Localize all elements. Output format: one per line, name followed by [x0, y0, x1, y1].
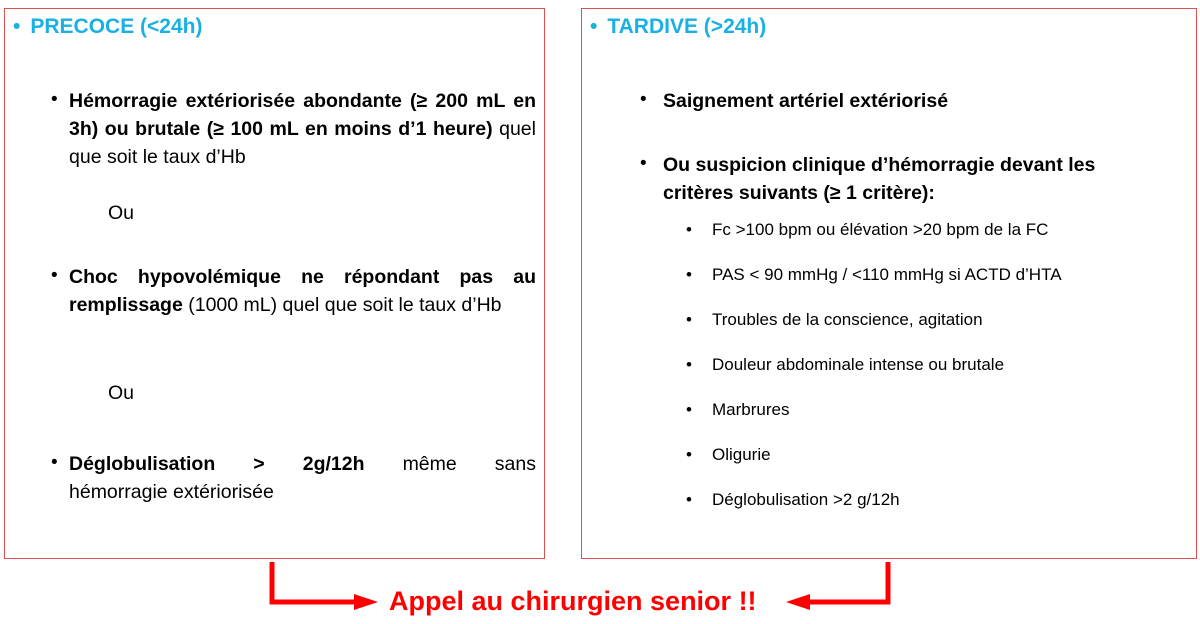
bullet-icon: •	[686, 220, 692, 239]
bullet-icon: •	[686, 445, 692, 464]
bullet-icon: •	[686, 490, 692, 509]
late-panel: • TARDIVE (>24h) • Saignement artériel extériorisé • Ou suspicion clinique d’hémorragie devant les critères suivants (≥ 1 critère): • Fc >100 bpm ou élévation >20 bpm de la FC • PAS < 90 mmHg / <110 mmHg si ACTD d’HTA • Troubles de la conscience, agitation • Douleur abdominale intense ou brutale • Marbrures • Oligurie • Déglobulisation >2 g/12h	[581, 8, 1197, 559]
bullet-icon: •	[51, 452, 58, 473]
late-title: • TARDIVE (>24h)	[590, 15, 767, 38]
bullet-icon: •	[51, 89, 58, 110]
late-item-clinical-suspicion: Ou suspicion clinique d’hémorragie devant les critères suivants (≥ 1 critère):	[663, 154, 1096, 204]
right-arrow	[786, 562, 888, 610]
early-title: • PRECOCE (<24h)	[13, 15, 203, 38]
late-item-arterial-bleeding: Saignement artériel extériorisé	[663, 90, 949, 112]
early-item-hypovolemic-shock: Choc hypovolémique ne répondant pas au remplissage (1000 mL) quel que soit le taux d’Hb	[69, 266, 536, 316]
bullet-icon: •	[686, 355, 692, 374]
bullet-icon: •	[686, 400, 692, 419]
bullet-icon: •	[686, 265, 692, 284]
early-item-deglobulisation: Déglobulisation > 2g/12h même sans hémorragie extériorisée	[69, 453, 536, 503]
bullet-icon: •	[51, 265, 58, 286]
bullet-icon: •	[686, 310, 692, 329]
left-arrow	[272, 562, 378, 610]
bullet-icon: •	[640, 153, 647, 174]
or-label: Ou	[108, 382, 135, 404]
early-item-massive-hemorrhage: Hémorragie extériorisée abondante (≥ 200 mL en 3h) ou brutale (≥ 100 mL en moins d’1 heure) quel que soit le taux d’Hb	[69, 90, 536, 168]
senior-surgeon-callout: Appel au chirurgien senior !!	[389, 586, 757, 616]
bullet-icon: •	[640, 89, 647, 110]
or-label: Ou	[108, 202, 135, 224]
